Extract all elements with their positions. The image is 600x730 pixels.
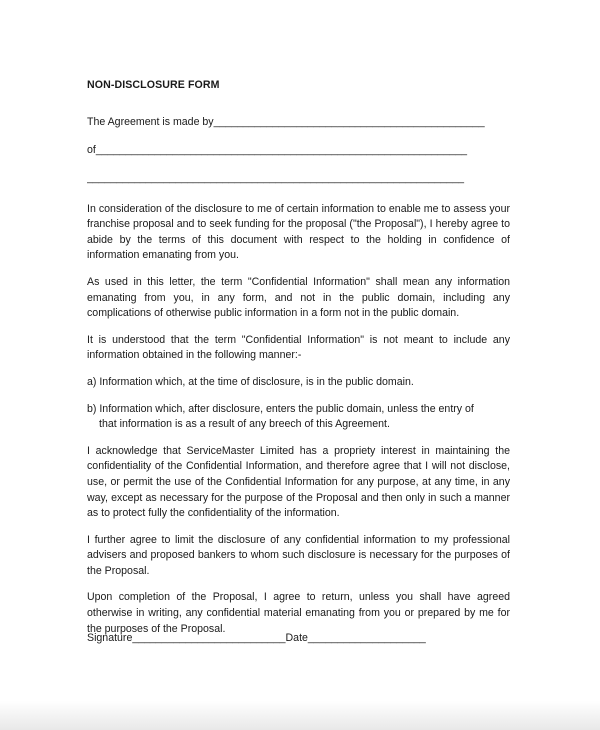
definition-paragraph: As used in this letter, the term "Confidential Information" shall mean any information emanating from you, in any form, and not in the public domain, including any complications of otherwise public information in a form not in the public domain. bbox=[87, 275, 510, 320]
disclosure-limit-paragraph: I further agree to limit the disclosure of any confidential information to my professional advisers and proposed bankers to whom such disclosure is necessary for the purposes of the Proposal. bbox=[87, 533, 510, 577]
exclusion-item-b-line1: b) Information which, after disclosure, enters the public domain, unless the entry of bbox=[87, 402, 474, 415]
exclusion-paragraph: It is understood that the term "Confidential Information" is not meant to include any information obtained in the following manner:- bbox=[87, 333, 510, 362]
acknowledgement-paragraph: I acknowledge that ServiceMaster Limited has a propriety interest in maintaining the confidentiality of the Confidential Information, and therefore agree that I will not disclose, use, or permit the use of the Confidential Information for any purpose, at any time, in any way, except as necessary for the purpose of the Proposal and then only in such a manner as to protect fully the confidentiality of the information. bbox=[87, 444, 510, 520]
signature-date-line: Signature__________________________Date____________________ bbox=[87, 632, 426, 644]
nda-document bbox=[87, 78, 510, 648]
document-title: NON-DISCLOSURE FORM bbox=[87, 79, 220, 91]
consideration-paragraph: In consideration of the disclosure to me of certain information to enable me to assess your franchise proposal and to seek funding for the proposal ("the Proposal"), I hereby agree to abide by the terms of this document with respect to the holding in confidence of information emanating from you. bbox=[87, 202, 510, 262]
exclusion-item-b bbox=[87, 402, 510, 433]
exclusion-item-b-line2: that information is as a result of any breech of this Agreement. bbox=[99, 418, 390, 431]
of-line: of_______________________________________________________________ bbox=[87, 143, 468, 156]
blank-line: ________________________________________________________________ bbox=[87, 171, 465, 184]
exclusion-item-a: a) Information which, at the time of disclosure, is in the public domain. bbox=[87, 375, 414, 388]
return-materials-paragraph: Upon completion of the Proposal, I agree to return, unless you shall have agreed otherwise in writing, any confidential material emanating from you or prepared by me for the purposes of the Proposal. bbox=[87, 591, 510, 635]
agreement-made-by-line: The Agreement is made by______________________________________________ bbox=[87, 115, 485, 128]
